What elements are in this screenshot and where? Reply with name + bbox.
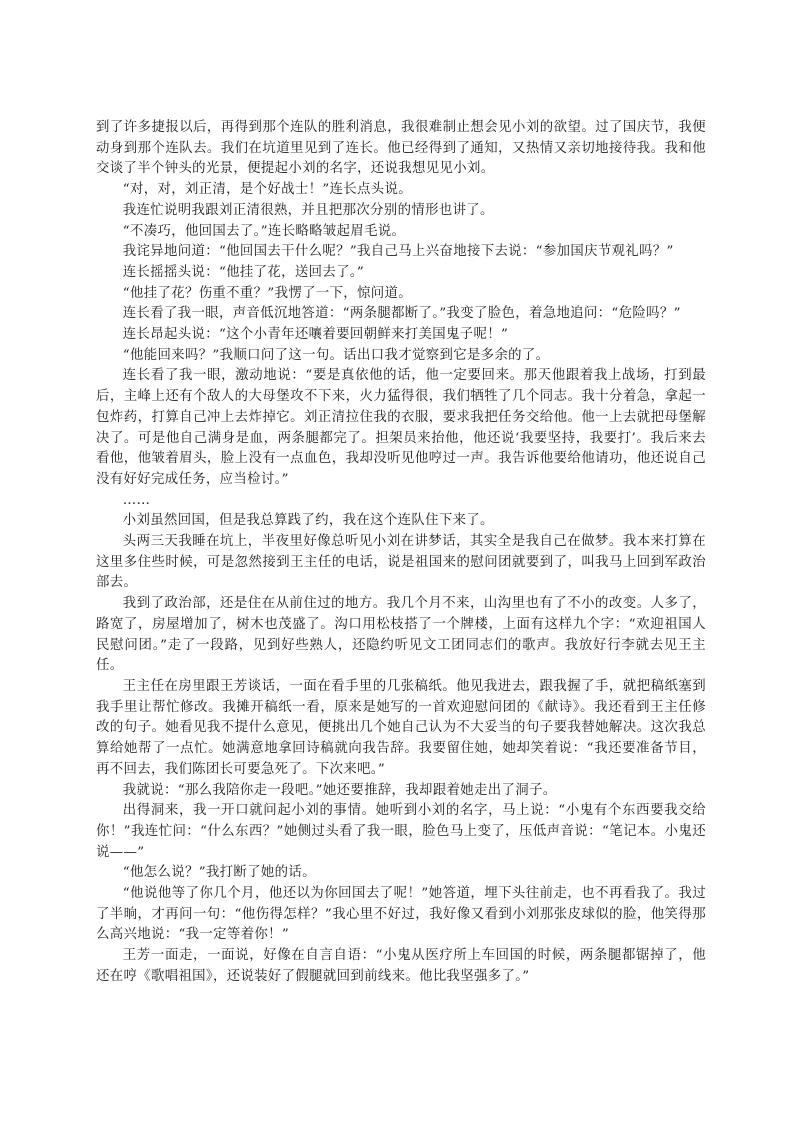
paragraph: 连长摇摇头说：“他挂了花，送回去了。” [122, 264, 365, 280]
paragraph: 我到了政治部，还是住在从前住过的地方。我几个月不来，山沟里也有了不小的改变。人多了，路宽了，房屋增加了，树木也茂盛了。沟口用松枝搭了一个牌楼，上面有这样九个字：“欢迎祖国人民慰问团。”走了一段路，见到好些熟人，还隐约听见文工团同志们的歌声。我放好行李就去见王主任。 [96, 596, 706, 674]
paragraph: 到了许多捷报以后，再得到那个连队的胜利消息，我很难制止想会见小刘的欲望。过了国庆节，我便动身到那个连队去。我们在坑道里见到了连长。他已经得到了通知，又热情又亲切地接待我。我和他交谈了半个钟头的光景，便提起小刘的名字，还说我想见见小刘。 [96, 120, 706, 177]
paragraph: 王芳一面走，一面说，好像在自言自语：“小鬼从医疗所上车回国的时候，两条腿都锯掉了，他还在哼《歌唱祖国》，还说装好了假腿就回到前线来。他比我坚强多了。” [96, 948, 706, 984]
paragraph: 我就说：“那么我陪你走一段吧。”她还要推辞，我却跟着她走出了洞子。 [122, 782, 557, 798]
ellipsis-separator: …… [122, 492, 151, 508]
paragraph: 头两三天我睡在坑上，半夜里好像总听见小刘在讲梦话，其实全是我自己在做梦。我本来打算在这里多住些时候，可是忽然接到王主任的电话，说是祖国来的慰问团就要到了，叫我马上回到军政治部去。 [96, 534, 706, 591]
paragraph: “对，对，刘正清，是个好战士！”连长点头说。 [122, 182, 412, 198]
paragraph: “他能回来吗？”我顺口问了这一句。话出口我才觉察到它是多余的了。 [122, 347, 550, 363]
paragraph: 我诧异地问道：“他回国去干什么呢？”我自己马上兴奋地接下去说：“参加国庆节观礼吗？” [122, 244, 674, 260]
paragraph: “不凑巧，他回国去了。”连长略略皱起眉毛说。 [122, 223, 406, 239]
paragraph: 王主任在房里跟王芳谈话，一面在看手里的几张稿纸。他见我进去，跟我握了手，就把稿纸塞到我手里让帮忙修改。我摊开稿纸一看，原来是她写的一首欢迎慰问团的《献诗》。我还看到王主任修改的句子。她看见我不提什么意见，便挑出几个她自己认为不大妥当的句子要我替她解决。这次我总算给她帮了一点忙。她满意地拿回诗稿就向我告辞。我要留住她，她却笑着说：“我还要准备节目，再不回去，我们陈团长可要急死了。下次来吧。” [96, 678, 706, 777]
paragraph: 连长看了我一眼，激动地说：“要是真依他的话，他一定要回来。那天他跟着我上战场，打到最后，主峰上还有个敌人的大母堡攻不下来，火力猛得很，我们牺牲了几个同志。我十分着急，拿起一包炸药，打算自己冲上去炸掉它。刘正清拉住我的衣服，要求我把任务交给他。他一上去就把母堡解决了。可是他自己满身是血，两条腿都完了。担架员来抬他，他还说‘我要坚持，我要打’。我后来去看他，他皱着眉头，脸上没有一点血色，我却没听见他哼过一声。我告诉他要给他请功，他还说自己没有好好完成任务，应当检讨。” [96, 368, 706, 487]
paragraph: “他说他等了你几个月，他还以为你回国去了呢！”她答道，埋下头往前走，也不再看我了。我过了半晌，才再问一句：“他伤得怎样？”我心里不好过，我好像又看到小刘那张皮球似的脸，他笑得那么高兴地说：“我一定等着你！” [96, 886, 706, 943]
paragraph: “他挂了花？伤重不重？”我愣了一下，惊问道。 [122, 285, 412, 301]
paragraph: 出得洞来，我一开口就问起小刘的事情。她听到小刘的名字，马上说：“小鬼有个东西要我交给你！”我连忙问：“什么东西？”她侧过头看了我一眼，脸色马上变了，压低声音说：“笔记本。小鬼还说——” [96, 803, 706, 860]
paragraph: 我连忙说明我跟刘正清很熟，并且把那次分别的情形也讲了。 [122, 202, 494, 218]
paragraph: “他怎么说？”我打断了她的话。 [122, 865, 316, 881]
body-text [96, 118, 706, 988]
paragraph: 连长看了我一眼，声音低沉地答道：“两条腿都断了。”我变了脸色，着急地追问：“危险吗？” [122, 306, 681, 322]
paragraph: 连长昂起头说：“这个小青年还嚷着要回朝鲜来打美国鬼子呢！” [122, 327, 509, 343]
paragraph: 小刘虽然回国，但是我总算践了约，我在这个连队住下来了。 [122, 513, 494, 529]
